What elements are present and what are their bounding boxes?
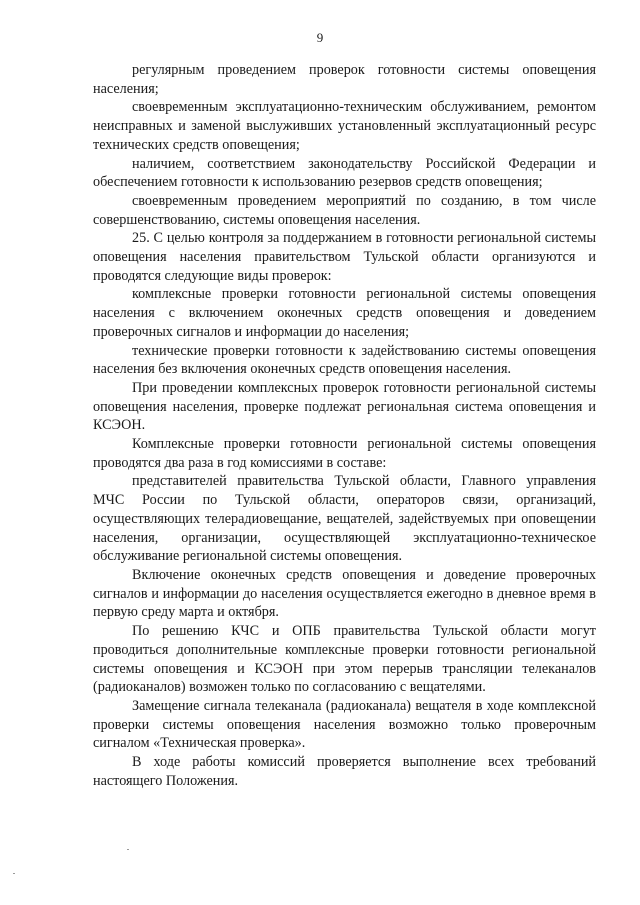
paragraph-2: своевременным эксплуатационно-техническим обслуживанием, ремонтом неисправных и заменой выслуживших установленный эксплуатационный ресурс технических средств оповещения; (93, 99, 596, 153)
paragraph-5: 25. С целью контроля за поддержанием в готовности региональной системы оповещения населения правительством Тульской области организуются и проводятся следующие виды проверок: (93, 230, 596, 284)
paragraph-10: представителей правительства Тульской области, Главного управления МЧС России по Тульской области, операторов связи, организаций, осуществляющих телерадиовещание, вещателей, задействуемых при оповещении населения, организации, осуществляющей эксплуатационно-техническое обслуживание региональной системы оповещения. (93, 473, 596, 565)
paragraph-9: Комплексные проверки готовности региональной системы оповещения проводятся два раза в год комиссиями в составе: (93, 436, 596, 471)
paragraph-12: По решению КЧС и ОПБ правительства Тульской области могут проводиться дополнительные комплексные проверки готовности региональной системы оповещения и КСЭОН при этом перерыв трансляции телеканалов (радиоканалов) возможен только по согласованию с вещателями. (93, 623, 596, 696)
scan-speck (13, 873, 15, 874)
page-number: 9 (316, 30, 324, 45)
paragraph-13: Замещение сигнала телеканала (радиоканала) вещателя в ходе комплексной проверки системы оповещения населения возможно только проверочным сигналом «Техническая проверка». (93, 697, 596, 752)
paragraph-11: Включение оконечных средств оповещения и доведение проверочных сигналов и информации до населения осуществляется ежегодно в дневное время в первую среду марта и октября. (93, 566, 596, 621)
paragraph-8: При проведении комплексных проверок готовности региональной системы оповещения населения, проверке подлежат региональная система оповещения и КСЭОН. (93, 379, 596, 434)
paragraph-6: комплексные проверки готовности региональной системы оповещения населения с включением оконечных средств оповещения и доведением проверочных сигналов и информации до населения; (93, 286, 596, 340)
paragraph-4: своевременным проведением мероприятий по созданию, в том числе совершенствованию, системы оповещения населения. (93, 192, 596, 228)
document-body (93, 61, 596, 790)
paragraph-7: технические проверки готовности к задействованию системы оповещения населения без включения оконечных средств оповещения населения. (93, 342, 596, 378)
paragraph-3: наличием, соответствием законодательству Российской Федерации и обеспечением готовности к использованию резервов средств оповещения; (93, 155, 596, 191)
paragraph-14: В ходе работы комиссий проверяется выполнение всех требований настоящего Положения. (93, 754, 596, 789)
scan-speck (127, 849, 129, 850)
paragraph-1: регулярным проведением проверок готовности системы оповещения населения; (93, 62, 596, 97)
